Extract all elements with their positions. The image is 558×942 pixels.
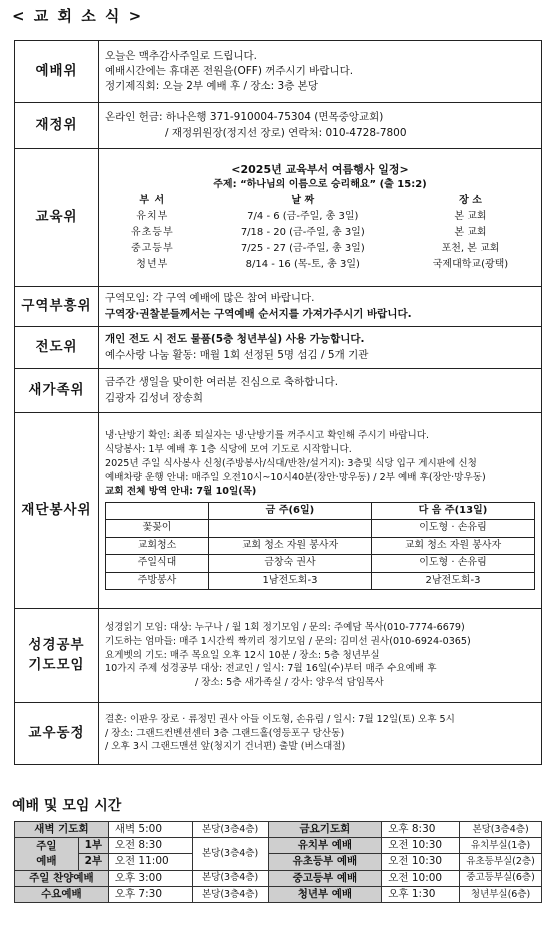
finance-content	[99, 103, 542, 149]
service-line: 예배차량 운행 안내: 매주일 오전10시~10시40분(장안·망우동) / 2부 예배 후(장안·망우동)	[105, 471, 486, 483]
schedule-title: 예배 및 모임 시간	[12, 798, 122, 814]
worship-line: 예배시간에는 휴대폰 전원을(OFF) 꺼주시기 바랍니다.	[105, 64, 354, 77]
dawn-time: 새벽 5:00	[108, 822, 192, 838]
event-dept: 유치부	[136, 210, 169, 222]
district-line: 구역장·권찰분들께서는 구역예배 순서지를 가져가주시기 바랍니다.	[105, 307, 412, 320]
event-header: 장 소	[459, 194, 482, 206]
schedule-table	[14, 821, 542, 903]
duty-row	[106, 572, 535, 590]
schedule-row	[15, 886, 542, 902]
event-title: <2025년 교육부서 여름행사 일정>	[231, 163, 409, 177]
bible-label-line: 성경공부	[28, 636, 85, 653]
finance-contact: / 재정위원장(정지선 장로) 연락처: 010-4728-7800	[165, 126, 407, 139]
event-dept: 유초등부	[130, 226, 174, 238]
duty-this-week: 1남전도회-3	[208, 572, 371, 590]
worship-line: 오늘은 맥추감사주일로 드립니다.	[105, 49, 258, 62]
evangelism-line: 예수사랑 나눔 활동: 매월 1회 선정된 5명 섬김 / 5개 기관	[105, 348, 369, 361]
event-place: 국제대학교(광택)	[432, 258, 509, 270]
event-row	[105, 241, 535, 257]
service-line: 식당봉사: 1부 예배 후 1층 식당에 모여 기도로 시작합니다.	[105, 443, 352, 455]
fellowship-line: 결혼: 이판우 장로 · 류정민 권사 아들 이도형, 손유림 / 일시: 7월 12일(토) 오후 5시	[105, 713, 455, 725]
district-label: 구역부흥위	[15, 287, 99, 327]
duty-row	[106, 520, 535, 538]
worship-line: 정기제직회: 오늘 2부 예배 후 / 장소: 3층 본당	[105, 80, 318, 93]
evangelism-line: 개인 전도 시 전도 물품(5층 청년부실) 사용 가능합니다.	[105, 333, 365, 346]
youth-place: 중고등부실(6층)	[460, 870, 542, 886]
friday-place: 본당(3층4층)	[460, 822, 542, 838]
duty-row	[106, 537, 535, 555]
duty-next-week: 교회 청소 자원 봉사자	[371, 537, 534, 555]
event-dept: 청년부	[136, 258, 169, 270]
duty-this-week: 금창숙 권사	[208, 555, 371, 573]
district-content	[99, 287, 542, 327]
praise-label: 주일 찬양예배	[15, 870, 109, 886]
event-place: 본 교회	[454, 210, 487, 222]
sunday-place: 본당(3층4층)	[192, 838, 268, 870]
duty-role: 교회청소	[106, 537, 209, 555]
sunday-part1-label: 1부	[78, 838, 108, 854]
sunday-part2-time: 오전 11:00	[108, 854, 192, 870]
wed-place: 본당(3층4층)	[192, 886, 268, 902]
service-line: 2025년 주일 식사봉사 신청(주방봉사/식대/반찬/설거지): 3층및 식당 입구 게시판에 신청	[105, 457, 477, 469]
worship-label: 예배위	[15, 41, 99, 103]
event-dept: 중고등부	[130, 242, 174, 254]
birthday-names: 김광자 김성녀 장송희	[105, 391, 203, 404]
dawn-label: 새벽 기도회	[15, 822, 109, 838]
duty-role: 꽃꽂이	[106, 520, 209, 538]
bible-study-content	[99, 609, 542, 703]
schedule-row	[15, 854, 542, 870]
young-place: 청년부실(6층)	[460, 886, 542, 902]
bible-study-label	[15, 609, 99, 703]
young-time: 오후 1:30	[382, 886, 460, 902]
duty-next-week: 이도형 · 손유림	[371, 520, 534, 538]
event-date: 7/4 - 6 (금-주일, 총 3일)	[247, 210, 359, 222]
service-line: 냉·난방기 확인: 최종 퇴실자는 냉·난방기를 꺼주시고 확인해 주시기 바랍니다.	[105, 429, 430, 441]
event-header: 부 서	[139, 194, 166, 206]
dawn-place: 본당(3층4층)	[192, 822, 268, 838]
birthday-line: 금주간 생일을 맞이한 여러분 진심으로 축하합니다.	[105, 376, 339, 389]
online-offering: 온라인 헌금: 하나은행 371-910004-75304 (면목중앙교회)	[105, 111, 384, 124]
event-row	[105, 209, 535, 225]
new-family-content	[99, 369, 542, 413]
duty-next-week: 이도형 · 손유림	[371, 555, 534, 573]
praise-place: 본당(3층4층)	[192, 870, 268, 886]
bible-line: 기도하는 엄마들: 매주 1시간씩 짝끼리 정기모임 / 문의: 김미선 권사(010-6924-0365)	[105, 635, 471, 647]
praise-time: 오후 3:00	[108, 870, 192, 886]
duty-header	[106, 502, 209, 520]
event-date: 7/25 - 27 (금-주일, 총 3일)	[240, 242, 365, 254]
new-family-label: 새가족위	[15, 369, 99, 413]
bible-line: 요게벳의 기도: 매주 목요일 오후 12시 10분 / 장소: 5층 청년부실	[105, 649, 380, 661]
sunday-worship-label	[15, 838, 79, 870]
event-row	[105, 225, 535, 241]
church-news-table	[14, 40, 542, 765]
evangelism-content	[99, 327, 542, 369]
sunday-part1-time: 오전 8:30	[108, 838, 192, 854]
wed-label: 수요예배	[15, 886, 109, 902]
duty-row	[106, 555, 535, 573]
wed-time: 오후 7:30	[108, 886, 192, 902]
friday-label: 금요기도회	[268, 822, 382, 838]
elem-time: 오전 10:30	[382, 854, 460, 870]
event-place: 본 교회	[454, 226, 487, 238]
event-subtitle: 주제: “하나님의 이름으로 승리해요” (출 15:2)	[213, 179, 427, 191]
schedule-row	[15, 838, 542, 854]
district-line: 구역모임: 각 구역 예배에 많은 참여 바랍니다.	[105, 292, 315, 305]
fellowship-line: / 오후 3시 그랜드맨션 앞(청지기 건너편) 출발 (버스대절)	[105, 741, 346, 753]
kinder-place: 유치부실(1층)	[460, 838, 542, 854]
schedule-row	[15, 870, 542, 886]
youth-time: 오전 10:00	[382, 870, 460, 886]
event-date: 8/14 - 16 (목-토, 총 3일)	[245, 258, 360, 270]
sunday-part2-label: 2부	[78, 854, 108, 870]
sunday-label-line: 예배	[36, 854, 57, 867]
kinder-time: 오전 10:30	[382, 838, 460, 854]
finance-label: 재정위	[15, 103, 99, 149]
service-line: 교회 전체 방역 안내: 7월 10일(목)	[105, 485, 257, 497]
sunday-label-line: 주일	[36, 839, 57, 852]
education-content	[99, 149, 542, 287]
youth-label: 중고등부 예배	[268, 870, 382, 886]
friday-time: 오후 8:30	[382, 822, 460, 838]
church-news-title: < 교 회 소 식 >	[12, 7, 144, 25]
event-header: 날 짜	[291, 194, 315, 206]
young-label: 청년부 예배	[268, 886, 382, 902]
duty-this-week: 교회 청소 자원 봉사자	[208, 537, 371, 555]
duty-header: 금 주(6일)	[208, 502, 371, 520]
event-date: 7/18 - 20 (금-주일, 총 3일)	[240, 226, 365, 238]
elem-place: 유초등부실(2층)	[460, 854, 542, 870]
bible-line: 10가지 주제 성경공부 대상: 전교인 / 일시: 7월 16일(수)부터 매주 수요예배 후	[105, 663, 437, 675]
fellowship-content	[99, 703, 542, 765]
duty-role: 주일식대	[106, 555, 209, 573]
duty-this-week	[208, 520, 371, 538]
elem-label: 유초등부 예배	[268, 854, 382, 870]
evangelism-label: 전도위	[15, 327, 99, 369]
event-table	[105, 193, 535, 273]
education-label: 교육위	[15, 149, 99, 287]
kinder-label: 유치부 예배	[268, 838, 382, 854]
schedule-row	[15, 822, 542, 838]
worship-content	[99, 41, 542, 103]
duty-table	[105, 502, 535, 591]
service-label: 재단봉사위	[15, 413, 99, 609]
duty-role: 주방봉사	[106, 572, 209, 590]
duty-header: 다 음 주(13일)	[371, 502, 534, 520]
fellowship-label: 교우동정	[15, 703, 99, 765]
fellowship-line: / 장소: 그랜드컨벤션센터 3층 그랜드홀(영등포구 당산동)	[105, 727, 345, 739]
bible-line: 성경읽기 모임: 대상: 누구나 / 월 1회 정기모임 / 문의: 주예담 목사(010-7774-6679)	[105, 621, 465, 633]
event-row	[105, 257, 535, 273]
bible-line: / 장소: 5층 새가족실 / 강사: 양우석 담임목사	[195, 677, 384, 689]
bible-label-line: 기도모임	[28, 656, 85, 673]
duty-next-week: 2남전도회-3	[371, 572, 534, 590]
event-place: 포천, 본 교회	[441, 242, 500, 254]
service-content	[99, 413, 542, 609]
